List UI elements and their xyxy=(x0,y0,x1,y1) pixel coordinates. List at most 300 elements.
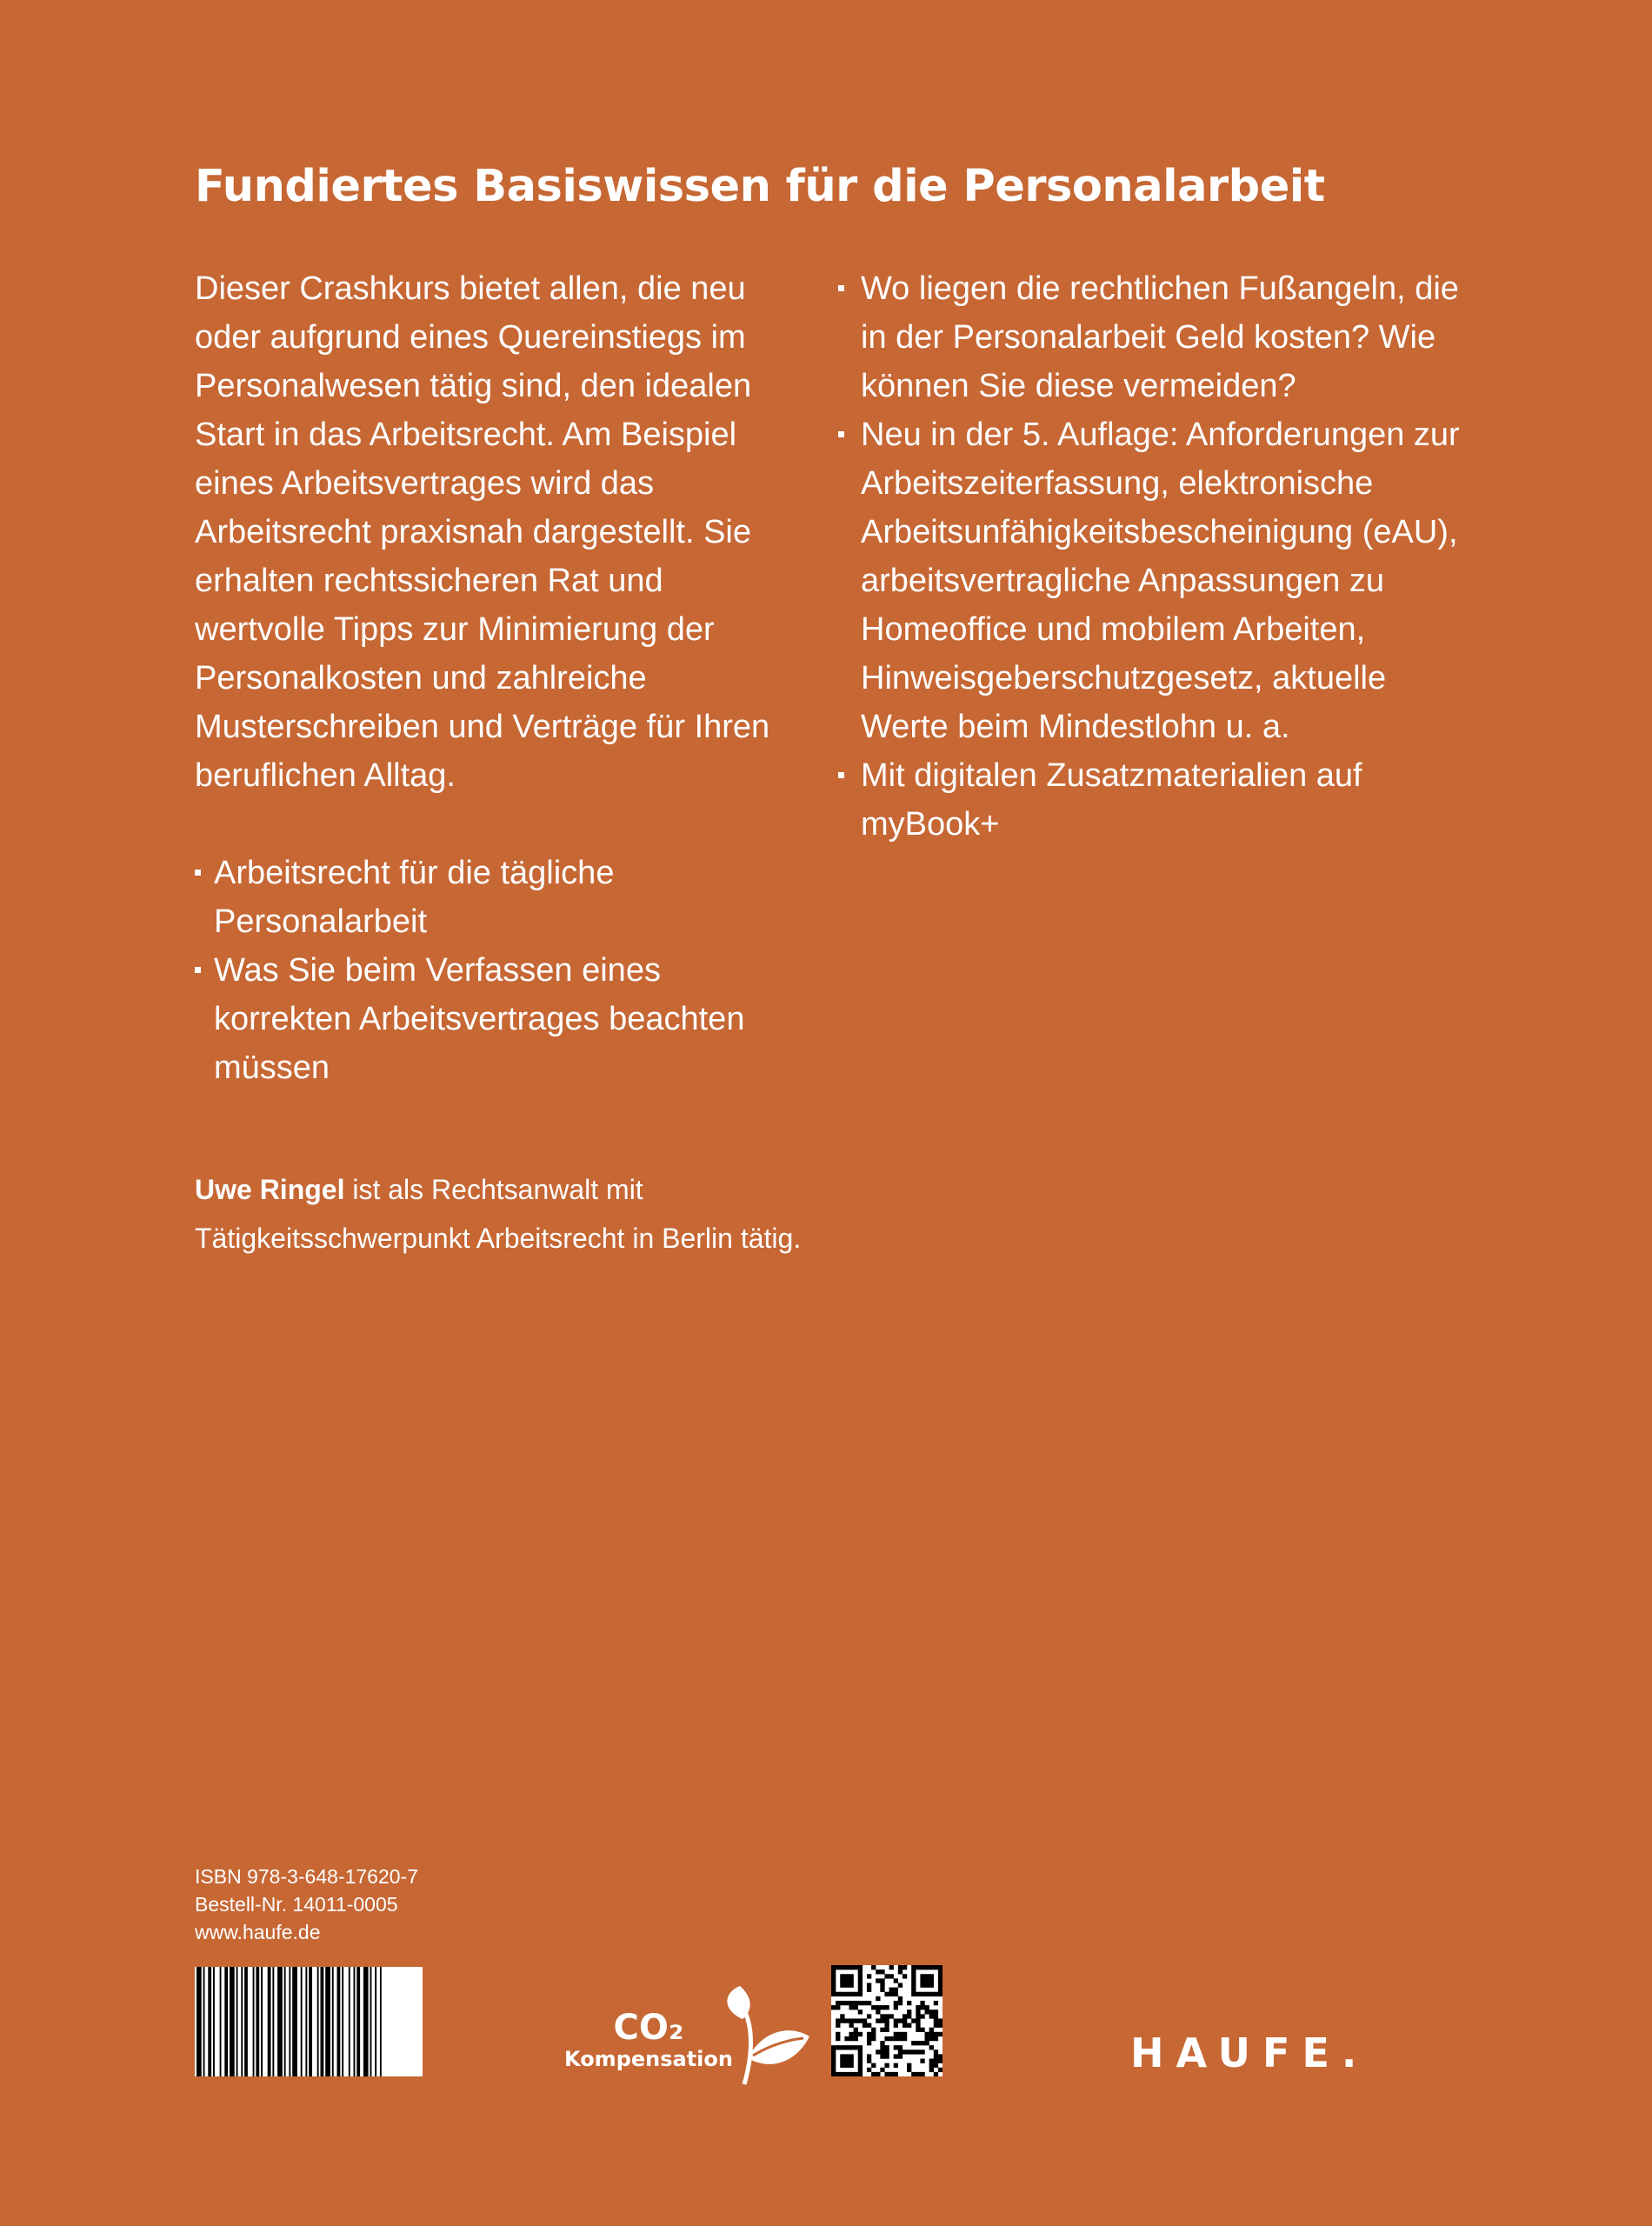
barcode-bar xyxy=(253,1967,255,2076)
qr-module xyxy=(854,2018,858,2023)
qr-module xyxy=(880,2018,884,2023)
qr-module xyxy=(929,2014,934,2018)
qr-module xyxy=(880,1988,884,1992)
barcode-bar xyxy=(261,1967,263,2076)
barcode-bar xyxy=(370,1967,372,2076)
qr-module xyxy=(920,1974,924,1978)
qr-module xyxy=(871,2072,876,2076)
qr-module xyxy=(934,2001,938,2005)
qr-module xyxy=(863,2023,867,2028)
list-item: Wo liegen die rechtlichen Fußangeln, die in der Personalarbeit Geld kosten? Wie können Sie diese vermeiden? xyxy=(838,264,1464,410)
list-item: Arbeitsrecht für die tägliche Personalarbeit xyxy=(195,849,786,946)
qr-module xyxy=(938,2032,943,2036)
qr-module xyxy=(876,1969,880,1974)
qr-module xyxy=(884,2028,889,2032)
qr-module xyxy=(867,2059,871,2063)
publisher-logo: HAUFE. xyxy=(1130,2029,1369,2076)
qr-module xyxy=(898,2018,903,2023)
list-item: Neu in der 5. Auflage: Anforderungen zur Arbeitszeiterfassung, elektronische Arbeitsunfähigkeitsbescheinigung (eAU), arbeitsvertragliche Anpassungen zu Homeoffice und mobilem Arbeiten, Hinweisgeberschutzgesetz, aktuelle Werte beim Mindestlohn u. a. xyxy=(838,410,1464,751)
qr-module xyxy=(880,2045,884,2049)
qr-module xyxy=(858,2049,863,2054)
barcode-bar xyxy=(342,1967,343,2076)
qr-module xyxy=(867,2001,871,2005)
qr-module xyxy=(903,2032,907,2036)
qr-module xyxy=(907,2009,911,2014)
qr-module xyxy=(867,2023,871,2028)
barcode-bar xyxy=(224,1967,228,2076)
qr-module xyxy=(854,2028,858,2032)
barcode-bar xyxy=(277,1967,283,2076)
book-meta xyxy=(195,1863,629,1946)
qr-module xyxy=(920,2005,924,2009)
qr-module xyxy=(898,1996,903,2001)
right-column xyxy=(838,264,1464,849)
qr-module xyxy=(934,2054,938,2058)
qr-module xyxy=(844,1974,849,1978)
qr-module xyxy=(831,1988,836,1992)
qr-module xyxy=(854,2005,858,2009)
qr-module xyxy=(840,2072,844,2076)
qr-module xyxy=(920,2001,924,2005)
page-title: Fundiertes Basiswissen für die Personalarbeit xyxy=(195,161,1325,212)
qr-module xyxy=(889,2036,894,2041)
qr-module xyxy=(938,1974,943,1978)
qr-module xyxy=(858,2059,863,2063)
qr-module xyxy=(867,1988,871,1992)
qr-module xyxy=(925,2032,929,2036)
qr-module xyxy=(907,2068,911,2072)
qr-module xyxy=(884,2054,889,2058)
qr-module xyxy=(854,2072,858,2076)
qr-module xyxy=(934,2059,938,2063)
qr-module xyxy=(831,2045,836,2049)
qr-module xyxy=(934,2072,938,2076)
qr-module xyxy=(925,1965,929,1969)
qr-module xyxy=(858,2063,863,2068)
barcode-bar xyxy=(380,1967,382,2076)
qr-module xyxy=(840,2063,844,2068)
qr-module xyxy=(925,2005,929,2009)
qr-module xyxy=(858,1969,863,1974)
qr-module xyxy=(898,1983,903,1987)
barcode-bar xyxy=(309,1967,312,2076)
qr-module xyxy=(894,2045,898,2049)
qr-module xyxy=(840,1974,844,1978)
qr-module xyxy=(876,2018,880,2023)
qr-module xyxy=(849,2036,853,2041)
qr-module xyxy=(880,2005,884,2009)
qr-module xyxy=(903,2023,907,2028)
qr-module xyxy=(894,2054,898,2058)
qr-module xyxy=(871,2028,876,2032)
qr-module xyxy=(907,2063,911,2068)
order-number: Bestell-Nr. 14011-0005 xyxy=(195,1893,398,1916)
qr-module xyxy=(889,1965,894,1969)
qr-module xyxy=(858,2054,863,2058)
qr-module xyxy=(907,2001,911,2005)
qr-module xyxy=(894,2063,898,2068)
barcode-icon xyxy=(195,1967,423,2076)
qr-module xyxy=(903,1974,907,1978)
co2-badge xyxy=(562,1984,814,2089)
qr-module xyxy=(831,2049,836,2054)
qr-module xyxy=(938,2023,943,2028)
barcode-bar xyxy=(305,1967,307,2076)
qr-module xyxy=(898,2049,903,2054)
qr-module xyxy=(854,1965,858,1969)
qr-module xyxy=(880,1969,884,1974)
qr-module xyxy=(884,2049,889,2054)
qr-module xyxy=(938,2068,943,2072)
barcode-bar xyxy=(301,1967,303,2076)
qr-module xyxy=(911,2041,916,2045)
qr-module xyxy=(925,2009,929,2014)
qr-module xyxy=(916,2009,920,2014)
barcode-bar xyxy=(220,1967,222,2076)
qr-module xyxy=(934,2009,938,2014)
qr-module xyxy=(920,1978,924,1983)
qr-module xyxy=(925,1978,929,1983)
qr-module xyxy=(831,1974,836,1978)
qr-module xyxy=(938,1992,943,1996)
qr-module xyxy=(831,1978,836,1983)
qr-module xyxy=(929,2036,934,2041)
qr-module xyxy=(884,2023,889,2028)
qr-module xyxy=(884,2014,889,2018)
qr-module xyxy=(844,2036,849,2041)
barcode-bar xyxy=(241,1967,243,2076)
qr-module xyxy=(884,2005,889,2009)
qr-module xyxy=(929,1978,934,1983)
qr-module xyxy=(934,2018,938,2023)
qr-module xyxy=(876,2049,880,2054)
qr-module xyxy=(880,2049,884,2054)
qr-module xyxy=(831,1992,836,1996)
qr-module xyxy=(876,1996,880,2001)
qr-module xyxy=(884,2063,889,2068)
qr-module xyxy=(884,1974,889,1978)
qr-module xyxy=(907,2023,911,2028)
qr-module xyxy=(858,1983,863,1987)
qr-module xyxy=(831,1983,836,1987)
qr-module xyxy=(858,1978,863,1983)
list-item: Mit digitalen Zusatzmaterialien auf myBook+ xyxy=(838,751,1464,849)
qr-module xyxy=(925,1983,929,1987)
qr-module xyxy=(867,2032,871,2036)
qr-module xyxy=(925,1992,929,1996)
qr-module xyxy=(849,2072,853,2076)
qr-module xyxy=(836,2023,840,2028)
qr-module xyxy=(884,2045,889,2049)
qr-module xyxy=(880,2028,884,2032)
qr-module xyxy=(929,2028,934,2032)
qr-module xyxy=(911,1965,916,1969)
qr-module xyxy=(916,2072,920,2076)
qr-module xyxy=(844,1965,849,1969)
qr-module xyxy=(916,2014,920,2018)
qr-module xyxy=(849,2001,853,2005)
qr-module xyxy=(920,1992,924,1996)
website-link[interactable]: www.haufe.de xyxy=(195,1921,321,1943)
barcode-bar xyxy=(289,1967,290,2076)
qr-module xyxy=(938,1983,943,1987)
qr-module xyxy=(880,1983,884,1987)
qr-module xyxy=(840,2018,844,2023)
barcode-bar xyxy=(256,1967,259,2076)
qr-module xyxy=(938,1978,943,1983)
qr-module xyxy=(898,1969,903,1974)
qr-module xyxy=(867,1983,871,1987)
qr-module xyxy=(929,2068,934,2072)
qr-module xyxy=(836,2032,840,2036)
barcode-bar xyxy=(268,1967,271,2076)
qr-module xyxy=(920,1965,924,1969)
qr-module xyxy=(876,2009,880,2014)
qr-module xyxy=(898,2032,903,2036)
qr-module xyxy=(934,2049,938,2054)
qr-module xyxy=(854,2045,858,2049)
qr-module xyxy=(867,2054,871,2058)
qr-module xyxy=(898,2045,903,2049)
qr-module xyxy=(849,1978,853,1983)
qr-module xyxy=(929,2032,934,2036)
qr-module xyxy=(876,1978,880,1983)
qr-module xyxy=(867,1974,871,1978)
qr-module xyxy=(920,2014,924,2018)
right-bullet-list xyxy=(838,264,1464,849)
barcode-bar xyxy=(208,1967,211,2076)
qr-module xyxy=(840,1978,844,1983)
qr-module xyxy=(840,2054,844,2058)
qr-module xyxy=(871,2032,876,2036)
qr-module xyxy=(884,2036,889,2041)
qr-module xyxy=(889,1974,894,1978)
qr-module xyxy=(894,2023,898,2028)
qr-module xyxy=(849,2054,853,2058)
qr-module xyxy=(849,2005,853,2009)
qr-module xyxy=(840,1992,844,1996)
qr-module xyxy=(849,1974,853,1978)
barcode-bar xyxy=(356,1967,360,2076)
qr-module xyxy=(898,1965,903,1969)
barcode-bar xyxy=(363,1967,369,2076)
qr-module xyxy=(916,2049,920,2054)
qr-module xyxy=(871,2036,876,2041)
qr-module xyxy=(903,1965,907,1969)
leaf-icon xyxy=(718,1984,814,2089)
qr-module xyxy=(836,2018,840,2023)
list-item: Was Sie beim Verfassen eines korrekten Arbeitsvertrages beachten müssen xyxy=(195,946,786,1092)
qr-module xyxy=(849,2032,853,2036)
co2-sub-label: Kompensation xyxy=(564,2047,733,2071)
qr-module xyxy=(929,2059,934,2063)
qr-module xyxy=(836,2036,840,2041)
qr-module xyxy=(894,2018,898,2023)
qr-module xyxy=(871,2005,876,2009)
qr-code-icon[interactable] xyxy=(831,1965,943,2076)
qr-module xyxy=(916,2041,920,2045)
qr-module xyxy=(858,1992,863,1996)
qr-module xyxy=(858,2032,863,2036)
qr-module xyxy=(858,1988,863,1992)
qr-module xyxy=(934,2032,938,2036)
barcode-bar xyxy=(292,1967,297,2076)
qr-module xyxy=(880,2041,884,2045)
qr-module xyxy=(894,2036,898,2041)
qr-module xyxy=(831,2068,836,2072)
qr-module xyxy=(916,2005,920,2009)
qr-module xyxy=(854,1992,858,1996)
qr-module xyxy=(858,2009,863,2014)
qr-module xyxy=(911,2049,916,2054)
qr-module xyxy=(884,1992,889,1996)
author-name: Uwe Ringel xyxy=(195,1174,345,1205)
qr-module xyxy=(863,2018,867,2023)
qr-module xyxy=(894,1992,898,1996)
qr-module xyxy=(934,2014,938,2018)
qr-module xyxy=(925,2036,929,2041)
barcode-bar xyxy=(236,1967,238,2076)
barcode-bar xyxy=(284,1967,286,2076)
barcode-bar xyxy=(244,1967,248,2076)
qr-module xyxy=(903,2036,907,2041)
qr-module xyxy=(916,2018,920,2023)
qr-module xyxy=(844,1992,849,1996)
qr-module xyxy=(898,2001,903,2005)
qr-module xyxy=(831,1965,836,1969)
qr-module xyxy=(938,1965,943,1969)
qr-module xyxy=(929,1965,934,1969)
left-column xyxy=(195,264,786,1092)
qr-module xyxy=(934,1992,938,1996)
qr-module xyxy=(844,2018,849,2023)
isbn: ISBN 978-3-648-17620-7 xyxy=(195,1865,418,1888)
qr-module xyxy=(867,2068,871,2072)
qr-module xyxy=(880,2054,884,2058)
qr-module xyxy=(934,2023,938,2028)
barcode-bar xyxy=(213,1967,215,2076)
qr-module xyxy=(938,2054,943,2058)
qr-module xyxy=(911,1988,916,1992)
qr-module xyxy=(871,2063,876,2068)
qr-module xyxy=(884,2072,889,2076)
qr-module xyxy=(880,1978,884,1983)
qr-module xyxy=(863,2001,867,2005)
qr-module xyxy=(836,1992,840,1996)
qr-module xyxy=(920,2059,924,2063)
qr-module xyxy=(929,1974,934,1978)
left-bullet-list xyxy=(195,849,786,1092)
qr-module xyxy=(911,1974,916,1978)
barcode-bar xyxy=(349,1967,350,2076)
qr-module xyxy=(920,2049,924,2054)
qr-module xyxy=(840,2014,844,2018)
qr-module xyxy=(916,2028,920,2032)
qr-module xyxy=(844,2063,849,2068)
qr-module xyxy=(858,2072,863,2076)
qr-module xyxy=(844,1983,849,1987)
qr-module xyxy=(858,2045,863,2049)
qr-module xyxy=(916,1992,920,1996)
barcode-bar xyxy=(354,1967,356,2076)
qr-module xyxy=(831,2005,836,2009)
qr-module xyxy=(911,2018,916,2023)
qr-module xyxy=(903,2049,907,2054)
qr-module xyxy=(903,2018,907,2023)
qr-module xyxy=(840,2001,844,2005)
qr-module xyxy=(920,2072,924,2076)
qr-module xyxy=(911,1992,916,1996)
qr-module xyxy=(911,2072,916,2076)
qr-module xyxy=(831,2054,836,2058)
qr-module xyxy=(938,2018,943,2023)
qr-module xyxy=(840,2059,844,2063)
qr-module xyxy=(871,1965,876,1969)
qr-module xyxy=(916,1965,920,1969)
qr-module xyxy=(903,2014,907,2018)
qr-module xyxy=(849,2018,853,2023)
barcode-bar xyxy=(337,1967,341,2076)
qr-module xyxy=(836,2072,840,2076)
qr-module xyxy=(858,1974,863,1978)
qr-module xyxy=(920,1983,924,1987)
qr-module xyxy=(880,2068,884,2072)
qr-module xyxy=(920,2041,924,2045)
author-description: ist als Rechtsanwalt mit Tätigkeitsschwerpunkt Arbeitsrecht in Berlin tätig. xyxy=(195,1174,802,1254)
qr-module xyxy=(911,1978,916,1983)
qr-module xyxy=(867,2014,871,2018)
barcode-bar xyxy=(332,1967,334,2076)
qr-module xyxy=(844,2001,849,2005)
qr-module xyxy=(934,1965,938,1969)
qr-module xyxy=(844,2072,849,2076)
qr-module xyxy=(929,1983,934,1987)
qr-module xyxy=(844,1978,849,1983)
qr-module xyxy=(889,1992,894,1996)
qr-module xyxy=(929,1992,934,1996)
qr-module xyxy=(929,2045,934,2049)
qr-module xyxy=(894,1978,898,1983)
qr-module xyxy=(894,2032,898,2036)
co2-label: CO₂ xyxy=(613,2008,684,2048)
qr-module xyxy=(876,2005,880,2009)
qr-module xyxy=(844,2045,849,2049)
qr-module xyxy=(840,1983,844,1987)
qr-module xyxy=(880,2014,884,2018)
qr-module xyxy=(854,2032,858,2036)
qr-module xyxy=(894,1988,898,1992)
qr-module xyxy=(938,2059,943,2063)
qr-module xyxy=(858,2018,863,2023)
qr-module xyxy=(889,2014,894,2018)
qr-module xyxy=(889,1988,894,1992)
qr-module xyxy=(849,1965,853,1969)
barcode-bar xyxy=(272,1967,274,2076)
qr-module xyxy=(934,2036,938,2041)
qr-module xyxy=(858,1965,863,1969)
qr-module xyxy=(836,2045,840,2049)
qr-module xyxy=(854,2036,858,2041)
intro-paragraph: Dieser Crashkurs bietet allen, die neu oder aufgrund eines Quereinstiegs im Personalwesen tätig sind, den idealen Start in das Arbeitsrecht. Am Beispiel eines Arbeitsvertrages wird das Arbeitsrecht praxisnah dargestellt. Sie erhalten rechtssicheren Rat und wertvolle Tipps zur Minimierung der Personalkosten und zahlreiche Musterschreiben und Verträge für Ihren beruflichen Alltag. xyxy=(195,270,770,794)
qr-module xyxy=(894,2005,898,2009)
qr-module xyxy=(844,2059,849,2063)
qr-module xyxy=(916,2023,920,2028)
qr-module xyxy=(929,2063,934,2068)
qr-module xyxy=(911,1983,916,1987)
qr-module xyxy=(849,2023,853,2028)
qr-module xyxy=(867,2036,871,2041)
barcode-bar xyxy=(203,1967,205,2076)
